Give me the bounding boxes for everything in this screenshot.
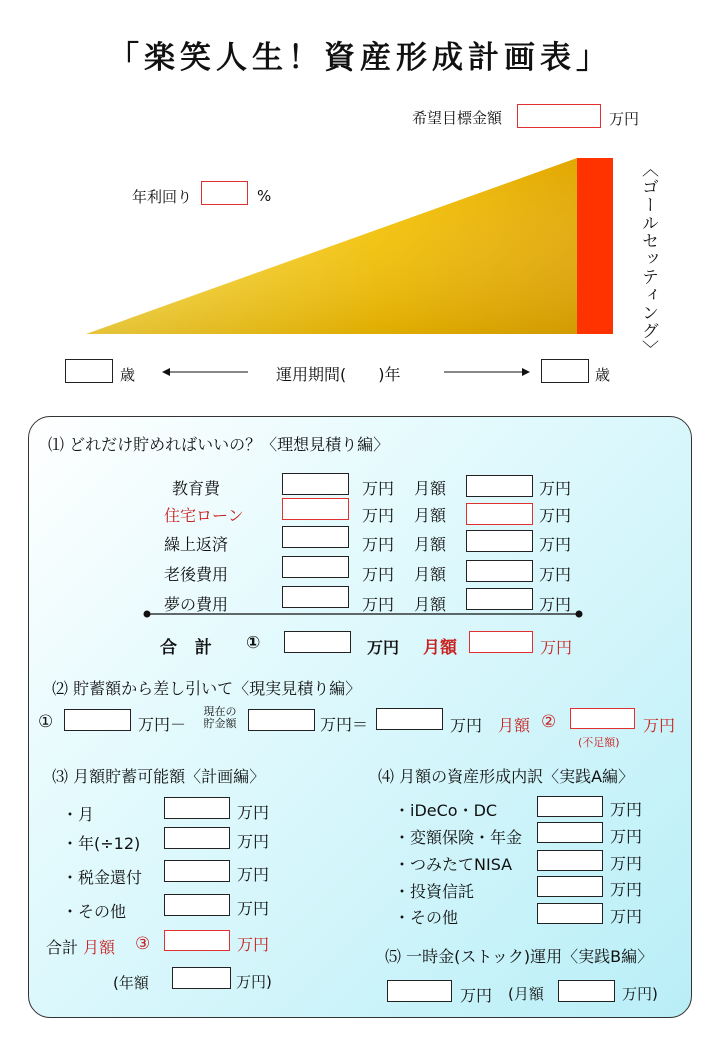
retirement-unit: 万円 [362,565,395,584]
section3-tax-refund-field[interactable] [164,860,230,882]
shortfall-monthly-field[interactable] [570,708,635,729]
target-amount-field[interactable] [517,104,601,128]
retirement-monthly-field[interactable] [466,560,533,582]
target-amount-label: 希望目標金額 [412,109,503,127]
section4-variable-insurance-unit: 万円 [610,827,643,846]
section2-mark2: ② [541,712,557,732]
target-amount-unit: 万円 [609,110,640,128]
section3-annual-close: 万円) [236,973,272,991]
annual-return-label: 年利回り [132,188,193,206]
section2-equals-unit: 万円＝ [320,715,369,734]
education-monthly-label: 月額 [414,479,447,498]
section5-monthly-field[interactable] [558,980,615,1002]
right-arrow-icon [442,364,532,380]
left-arrow-icon [160,364,250,380]
annual-return-unit: % [257,187,272,205]
row-label-education: 教育費 [172,479,221,498]
section2-result-field[interactable] [376,708,443,730]
retirement-monthly-label: 月額 [414,565,447,584]
section3-other-field[interactable] [164,894,230,916]
section3-tax-refund-unit: 万円 [237,865,270,884]
section4-other-field[interactable] [537,903,603,924]
period-label: 運用期間( )年 [276,365,401,384]
section2-monthly-label: 月額 [498,716,531,735]
housing-loan-monthly-label: 月額 [414,506,447,525]
section4-investment-trust-unit: 万円 [610,880,643,899]
housing-loan-monthly-unit: 万円 [539,506,572,525]
education-monthly-unit: 万円 [539,479,572,498]
goal-age-field[interactable] [541,359,589,383]
section4-row-other: ・その他 [394,908,459,927]
section1-total-monthly-unit: 万円 [540,638,573,657]
section3-row-month: ・月 [62,805,95,824]
section3-month-unit: 万円 [237,803,270,822]
section2-heading: ⑵ 貯蓄額から差し引いて〈現実見積り編〉 [52,679,362,698]
section5-stock-unit: 万円 [460,986,493,1005]
retirement-monthly-unit: 万円 [539,565,572,584]
sum-divider [142,608,584,620]
current-savings-label: 現在の 貯金額 [203,705,237,730]
prepayment-monthly-label: 月額 [414,535,447,554]
section4-row-investment-trust: ・投資信託 [394,882,475,901]
section3-mark3: ③ [135,934,151,954]
section3-annual-open: (年額 [113,974,149,992]
row-label-prepayment: 繰上返済 [164,535,229,554]
section2-minus-unit: 万円－ [138,715,187,734]
section1-total-mark: ① [246,633,261,653]
section4-row-ideco: ・iDeCo・DC [394,801,498,820]
housing-loan-unit: 万円 [362,506,395,525]
section4-tsumitate-nisa-field[interactable] [537,850,603,871]
housing-loan-total-field[interactable] [282,498,349,520]
section3-annual-field[interactable] [172,967,231,989]
section2-result-unit: 万円 [450,716,483,735]
section3-heading: ⑶ 月額貯蓄可能額〈計画編〉 [52,767,266,786]
dream-total-field[interactable] [282,586,349,608]
dream-monthly-field[interactable] [466,588,533,610]
section5-stock-field[interactable] [387,980,452,1002]
section2-mark1: ① [38,712,54,732]
prepayment-total-field[interactable] [282,526,349,548]
section2-total-field[interactable] [64,709,131,731]
section5-monthly-close: 万円) [622,985,658,1003]
section5-heading: ⑸ 一時金(ストック)運用〈実践B編〉 [385,947,654,966]
section4-heading: ⑷ 月額の資産形成内訳〈実践A編〉 [378,767,635,786]
shortfall-monthly-unit: 万円 [643,716,676,735]
prepayment-monthly-unit: 万円 [539,535,572,554]
section4-variable-insurance-field[interactable] [537,822,603,843]
section1-total-monthly-label: 月額 [423,638,457,658]
section3-row-year: ・年(÷12) [62,834,141,853]
section3-month-field[interactable] [164,797,230,819]
section3-row-tax-refund: ・税金還付 [62,868,143,887]
section3-year-unit: 万円 [237,832,270,851]
growth-wedge-graphic [80,150,620,340]
start-age-field[interactable] [65,359,113,383]
education-unit: 万円 [362,479,395,498]
education-total-field[interactable] [282,473,349,495]
section3-total-monthly-field[interactable] [164,930,230,951]
dream-monthly-unit: 万円 [539,595,572,614]
section1-total-label: 合 計 [160,638,218,658]
page-title: 「楽笑人生！資産形成計画表」 [108,40,612,76]
section1-total-unit: 万円 [367,638,400,657]
section3-row-other: ・その他 [62,902,127,921]
row-label-housing-loan: 住宅ローン [164,506,244,525]
section4-row-tsumitate-nisa: ・つみたてNISA [394,855,513,874]
section3-total-monthly-unit: 万円 [237,935,270,954]
section4-tsumitate-nisa-unit: 万円 [610,854,643,873]
goal-setting-vertical-label: 〈ゴールセッティング〉 [638,160,658,358]
dream-monthly-label: 月額 [414,595,447,614]
section3-total-monthly-label: 月額 [83,938,116,957]
section1-total-monthly-field[interactable] [469,631,533,653]
goal-bar [577,158,613,334]
section4-ideco-unit: 万円 [610,800,643,819]
row-label-retirement: 老後費用 [164,565,229,584]
section4-investment-trust-field[interactable] [537,876,603,897]
education-monthly-field[interactable] [466,475,533,497]
housing-loan-monthly-field[interactable] [466,503,533,525]
section4-row-variable-insurance: ・変額保険・年金 [394,828,523,847]
section4-other-unit: 万円 [610,907,643,926]
row-label-dream: 夢の費用 [164,595,229,614]
section1-heading: ⑴ どれだけ貯めればいいの？〈理想見積り編〉 [48,435,390,454]
current-savings-field[interactable] [248,709,315,731]
section3-year-field[interactable] [164,827,230,849]
prepayment-monthly-field[interactable] [466,530,533,552]
shortfall-note: (不足額) [578,736,620,749]
goal-age-unit: 歳 [595,366,611,384]
section3-total-prefix: 合計 [46,938,79,957]
section1-total-field[interactable] [284,631,351,653]
start-age-unit: 歳 [120,366,136,384]
section5-monthly-open: (月額 [508,985,544,1003]
section4-ideco-field[interactable] [537,796,603,817]
dream-unit: 万円 [362,595,395,614]
prepayment-unit: 万円 [362,535,395,554]
section3-other-unit: 万円 [237,899,270,918]
retirement-total-field[interactable] [282,556,349,578]
